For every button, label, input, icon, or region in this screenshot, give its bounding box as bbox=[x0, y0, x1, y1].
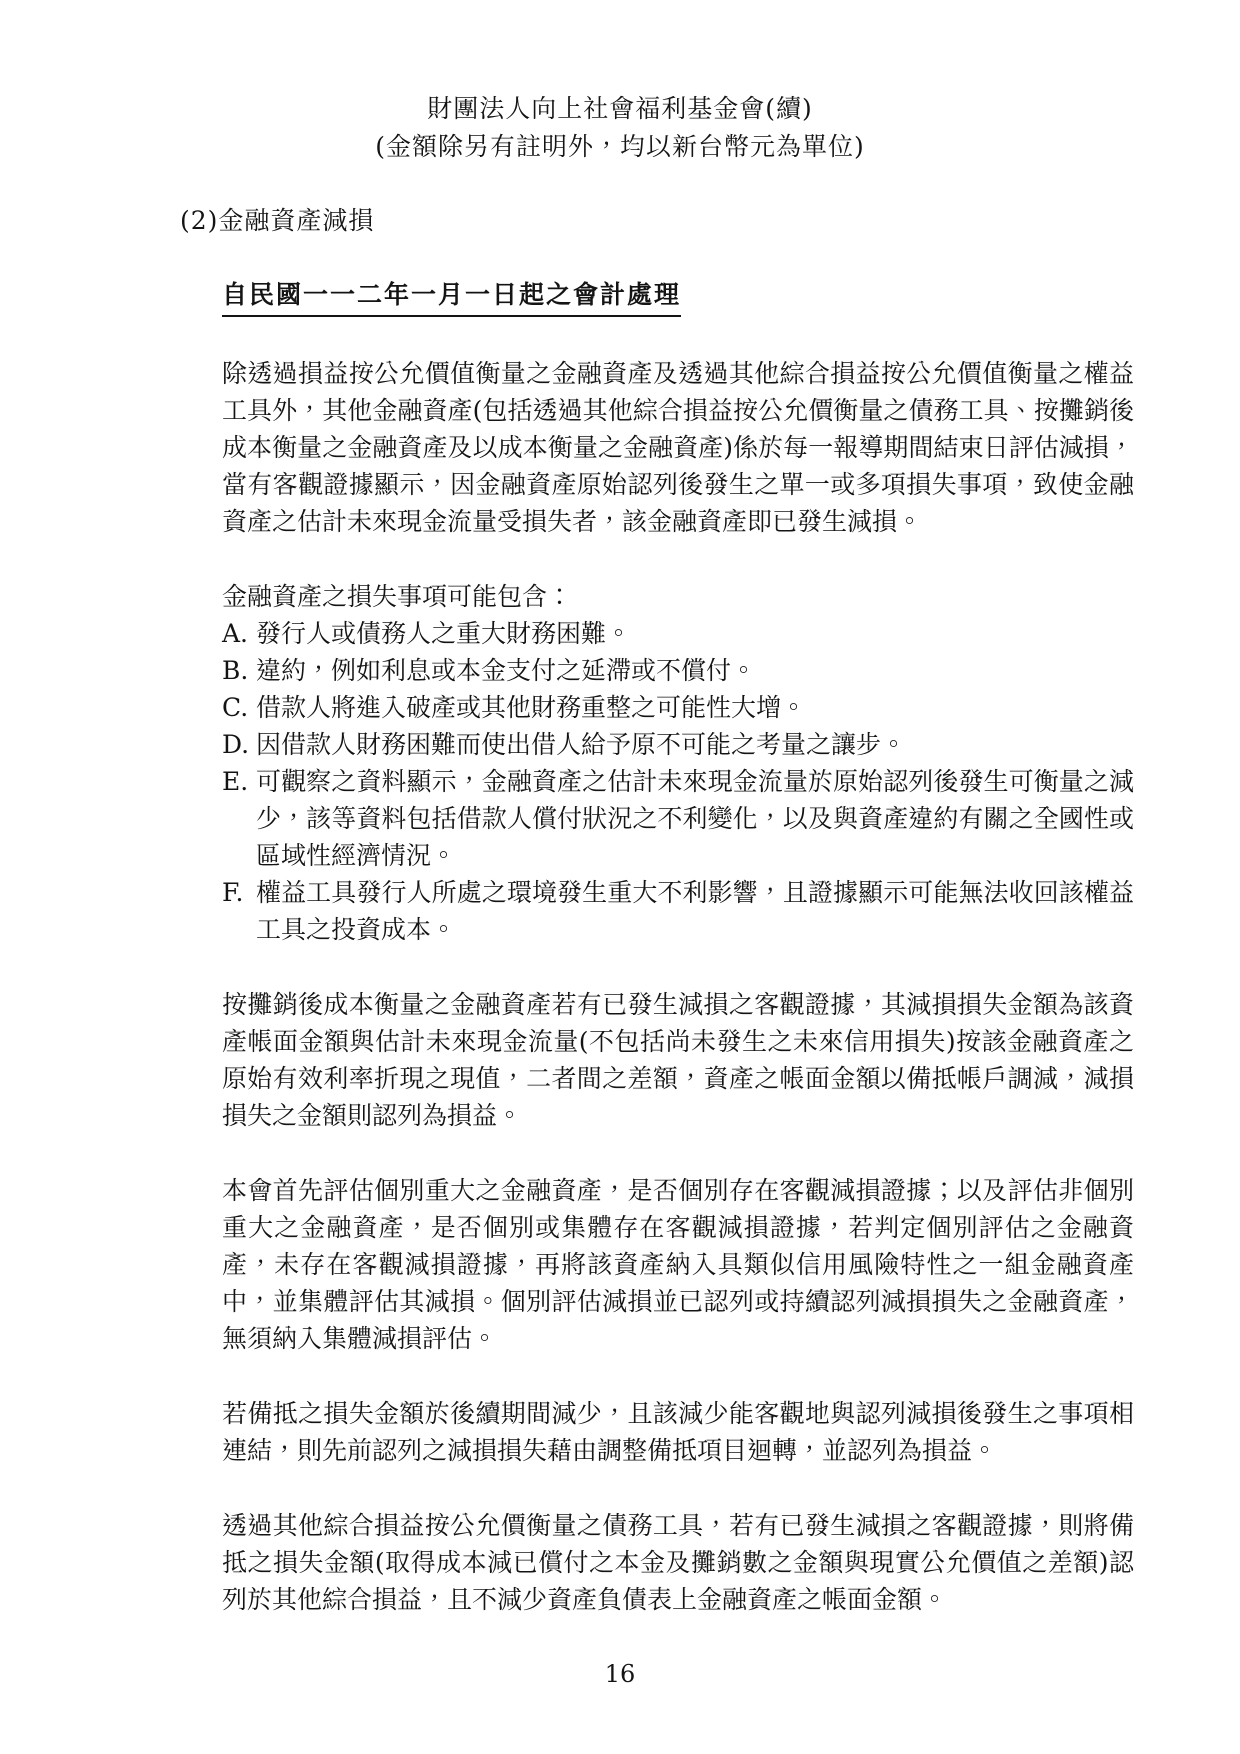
list-item-label: C. bbox=[222, 693, 249, 722]
page-number: 16 bbox=[604, 1660, 636, 1688]
list-item bbox=[222, 874, 1134, 948]
document-header bbox=[0, 90, 1240, 166]
list-item-text: 因借款人財務困難而使出借人給予原不可能之考量之讓步。 bbox=[256, 730, 907, 759]
list-item-label: B. bbox=[222, 656, 249, 685]
currency-unit-note: (金額除另有註明外，均以新台幣元為單位) bbox=[375, 132, 865, 161]
paragraph-individual-collective-assessment: 本會首先評估個別重大之金融資產，是否個別存在客觀減損證據；以及評估非個別重大之金融資產，是否個別或集體存在客觀減損證據，若判定個別評估之金融資產，未存在客觀減損證據，再將該資產納入具類似信用風險特性之一組金融資產中，並集體評估其減損。個別評估減損並已認列或持續認列減損損失之金融資產，無須納入集體減損評估。 bbox=[222, 1176, 1134, 1353]
list-item bbox=[222, 615, 1134, 652]
loss-events-block bbox=[222, 578, 1134, 948]
list-item bbox=[222, 689, 1134, 726]
list-item-text: 違約，例如利息或本金支付之延滯或不償付。 bbox=[256, 656, 757, 685]
list-item-label: D. bbox=[222, 730, 250, 759]
list-item-text: 可觀察之資料顯示，金融資產之估計未來現金流量於原始認列後發生可衡量之減少，該等資料包括借款人償付狀況之不利變化，以及與資產違約有關之全國性或區域性經濟情況。 bbox=[256, 767, 1134, 870]
paragraph-amortized-cost-impairment: 按攤銷後成本衡量之金融資產若有已發生減損之客觀證據，其減損損失金額為該資產帳面金額與估計未來現金流量(不包括尚未發生之未來信用損失)按該金融資產之原始有效利率折現之現值，二者間之差額，資產之帳面金額以備抵帳戶調減，減損損失之金額則認列為損益。 bbox=[222, 990, 1134, 1130]
list-item bbox=[222, 652, 1134, 689]
list-item-label: E. bbox=[222, 767, 249, 796]
paragraph-fvoci-debt-instruments: 透過其他綜合損益按公允價衡量之債務工具，若有已發生減損之客觀證據，則將備抵之損失金額(取得成本減已償付之本金及攤銷數之金額與現實公允價值之差額)認列於其他綜合損益，且不減少資產負債表上金融資產之帳面金額。 bbox=[222, 1511, 1134, 1614]
list-item bbox=[222, 726, 1134, 763]
document-body bbox=[222, 276, 1134, 1618]
list-item-text: 發行人或債務人之重大財務困難。 bbox=[256, 619, 632, 648]
loss-events-intro: 金融資產之損失事項可能包含： bbox=[222, 582, 573, 611]
list-item-label: F. bbox=[222, 878, 244, 907]
accounting-policy-heading-text: 自民國一一二年一月一日起之會計處理 bbox=[222, 276, 681, 317]
list-item bbox=[222, 763, 1134, 874]
organization-title: 財團法人向上社會福利基金會(續) bbox=[427, 94, 813, 123]
accounting-policy-heading bbox=[222, 276, 1134, 317]
list-item-text: 借款人將進入破產或其他財務重整之可能性大增。 bbox=[256, 693, 807, 722]
list-item-label: A. bbox=[222, 619, 249, 648]
paragraph-allowance-reversal: 若備抵之損失金額於後續期間減少，且該減少能客觀地與認列減損後發生之事項相連結，則先前認列之減損損失藉由調整備抵項目迴轉，並認列為損益。 bbox=[222, 1399, 1134, 1465]
list-item-text: 權益工具發行人所處之環境發生重大不利影響，且證據顯示可能無法收回該權益工具之投資成本。 bbox=[256, 878, 1134, 944]
paragraph-impairment-overview: 除透過損益按公允價值衡量之金融資產及透過其他綜合損益按公允價值衡量之權益工具外，其他金融資產(包括透過其他綜合損益按公允價衡量之債務工具、按攤銷後成本衡量之金融資產及以成本衡量之金融資產)係於每一報導期間結束日評估減損，當有客觀證據顯示，因金融資產原始認列後發生之單一或多項損失事項，致使金融資產之估計未來現金流量受損失者，該金融資產即已發生減損。 bbox=[222, 359, 1134, 536]
section-label: (2)金融資產減損 bbox=[180, 206, 375, 235]
